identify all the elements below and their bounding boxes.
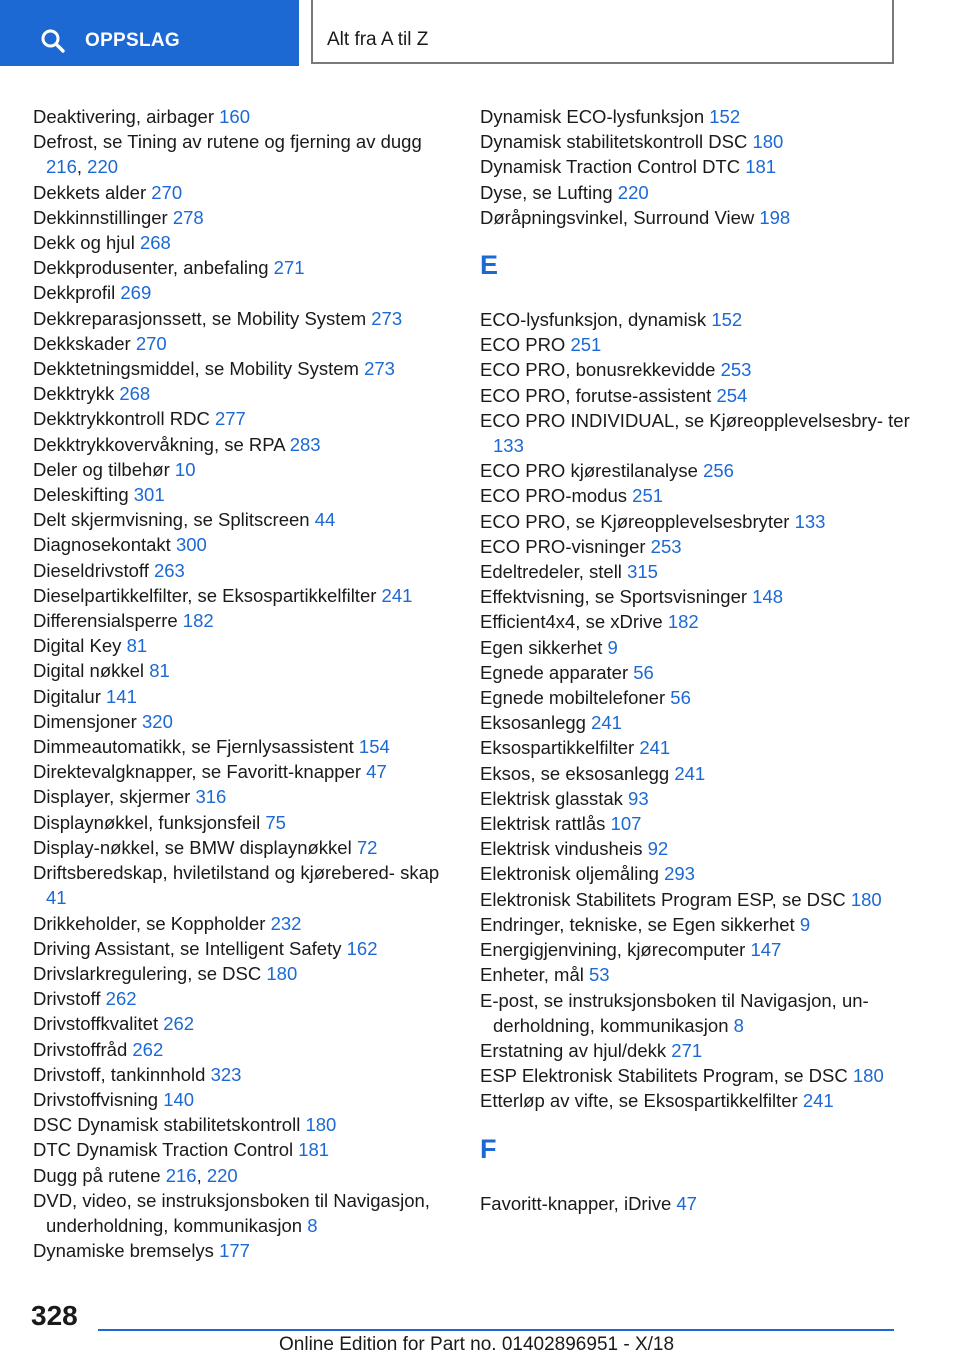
page-reference-link[interactable]: 251 [570,334,602,356]
index-entry [480,735,910,760]
entry-term: Dekktetningsmiddel, se Mobility System [33,358,365,380]
entry-term: Dekkskader [33,332,136,354]
entry-term: Egnede mobiltelefoner [480,687,671,709]
index-entry [33,1188,453,1238]
page-reference-link[interactable]: 81 [126,635,148,657]
page-reference-link[interactable]: 180 [850,888,882,910]
page-reference-link[interactable]: 10 [174,458,196,480]
index-entry [480,937,910,962]
entry-term: Defrost, se Tining av rutene og fjerning av dugg [33,131,422,153]
page-reference-link[interactable]: 216 [46,156,77,178]
index-entry [33,457,453,482]
index-entry [33,986,453,1011]
index-entry [33,558,453,583]
letter-heading-f: F [480,1133,497,1164]
entry-term: Deler og tilbehør [33,458,175,480]
page-reference-link[interactable]: 56 [670,687,691,709]
entry-term: DSC Dynamisk stabilitetskontroll [33,1114,306,1136]
entry-term: ECO PRO, forutse-assistent [480,384,717,406]
index-entry [33,633,453,658]
index-entry [33,104,453,129]
entry-term: Egnede apparater [480,661,634,683]
page-reference-link[interactable]: 273 [371,307,403,329]
page-reference-link[interactable]: 181 [745,156,777,178]
index-entry [480,1088,910,1113]
entry-term: Delt skjermvisning, se Splitscreen [33,509,315,531]
page-reference-link[interactable]: 72 [356,836,378,858]
index-entry [33,1011,453,1036]
index-entry [480,129,910,154]
entry-term: Differensialsperre [33,610,183,632]
index-entry [480,635,910,660]
page-reference-link[interactable]: 107 [610,813,642,835]
page-reference-link[interactable]: 133 [794,510,826,532]
index-entry [33,356,453,381]
entry-term: Efficient4x4, se xDrive [480,611,668,633]
page-reference-link[interactable]: 301 [133,484,165,506]
index-entry [480,660,910,685]
index-entry [480,962,910,987]
index-entry [480,685,910,710]
header-bar [0,0,960,66]
entry-term: Display-nøkkel, se BMW displaynøkkel [33,836,357,858]
page-reference-link[interactable]: 315 [627,561,658,583]
page-reference-link[interactable]: 278 [172,206,204,228]
page-reference-link[interactable]: 180 [852,1065,884,1087]
index-entry [33,532,453,557]
page-reference-link[interactable]: 44 [314,509,336,531]
index-entry [480,534,910,559]
entry-term: Driftsberedskap, hviletilstand og kjørebered‐ skap [33,862,440,884]
index-entry [480,307,910,332]
index-entry [480,408,910,458]
page-reference-link[interactable]: 220 [617,181,649,203]
entry-term: Displaynøkkel, funksjonsfeil [33,811,266,833]
index-entry [33,129,453,179]
entry-term: Dekktrykk [33,383,120,405]
page-reference-link[interactable]: 283 [289,433,321,455]
page-reference-link[interactable]: 162 [346,937,378,959]
page-reference-link[interactable]: 154 [358,736,390,758]
index-entry [33,709,453,734]
index-entry [480,836,910,861]
index-entry [33,306,453,331]
page-reference-link[interactable]: 180 [752,131,784,153]
index-entry [33,936,453,961]
page-reference-link[interactable]: 160 [219,106,250,127]
index-entry [480,458,910,483]
page-reference-link[interactable]: 253 [720,359,752,381]
index-entry [33,810,453,835]
page-reference-link[interactable]: 147 [750,939,782,961]
entry-term: Displayer, skjermer [33,786,196,808]
tab-label: OPPSLAG [85,30,181,51]
page-reference-link[interactable]: 41 [46,887,67,909]
entry-term: Dekkets alder [33,181,152,203]
entry-term: Enheter, mål [480,964,590,986]
page-reference-link[interactable]: 180 [266,962,298,984]
page-reference-link[interactable]: 232 [270,912,302,934]
entry-term: Deleskifting [33,484,134,506]
index-entry [33,1062,453,1087]
page-reference-link[interactable]: 216 [165,1164,197,1186]
index-column-left [33,104,453,1263]
page-reference-link[interactable]: 47 [366,761,387,783]
letter-heading-e: E [480,250,499,281]
index-entry [33,432,453,457]
section-title-box [311,0,894,64]
entry-term: ECO PRO-modus [480,485,633,507]
index-entry [480,1038,910,1063]
index-entry [33,1137,453,1162]
page-reference-link[interactable]: 177 [219,1240,250,1262]
entry-term: ECO-lysfunksjon, dynamisk [480,309,712,331]
page-reference-link[interactable]: 253 [650,535,682,557]
entry-term: Diagnosekontakt [33,534,176,556]
index-entry [480,988,910,1038]
page-reference-link[interactable]: 262 [105,988,137,1010]
page-reference-link[interactable]: 320 [142,710,173,732]
page-reference-link[interactable]: 92 [647,838,669,860]
index-entry [33,759,453,784]
index-entry [33,1037,453,1062]
page-reference-link[interactable]: 241 [381,584,413,606]
page-reference-link[interactable]: 254 [716,384,748,406]
page-reference-link[interactable]: 56 [633,661,654,683]
index-column-right [480,104,910,1216]
entry-term: ECO PRO, bonusrekkevidde [480,359,721,381]
index-entry [480,483,910,508]
entry-term: Erstatning av hjul/dekk [480,1039,672,1061]
page-reference-link[interactable]: 270 [151,181,183,203]
entry-term: Favoritt-knapper, iDrive [480,1192,677,1214]
index-entry [480,154,910,179]
index-entry [480,383,910,408]
entry-term: Digital nøkkel [33,660,150,682]
page-reference-link[interactable]: 152 [711,309,743,331]
index-entry [33,835,453,860]
page-reference-link[interactable]: 323 [210,1063,242,1085]
entry-list-left [33,104,453,1263]
entry-term: DVD, video, se instruksjonsboken til Navigasjon, underholdning, kommunikasjon [33,1189,430,1236]
entry-term: Drivstoff, tankinnhold [33,1063,211,1085]
page-reference-link[interactable]: 268 [139,232,171,254]
index-entry [33,280,453,305]
page-reference-link[interactable]: 271 [273,257,305,279]
page-reference-link[interactable]: 293 [664,863,695,885]
entry-term: Digitalur [33,685,106,707]
page-reference-link[interactable]: 133 [493,435,524,457]
entry-term: Elektronisk Stabilitets Program ESP, se DSC [480,888,851,910]
page-reference-link[interactable]: 268 [119,383,151,405]
edition-text: Online Edition for Part no. 01402896951 - X/18 [279,1334,675,1355]
page-reference-link[interactable]: 9 [607,636,618,658]
entry-term: Drikkeholder, se Koppholder [33,912,271,934]
page-reference-link[interactable]: 271 [671,1039,703,1061]
index-entry [33,230,453,255]
index-entry [33,784,453,809]
page-reference-link[interactable]: 182 [182,610,214,632]
index-entry [480,357,910,382]
entry-term: Elektrisk glasstak [480,787,629,809]
entry-term: Egen sikkerhet [480,636,608,658]
page-reference-link[interactable]: 269 [120,282,152,304]
page-reference-link[interactable]: 270 [135,332,167,354]
entry-term: Dekktrykkontroll RDC [33,408,215,430]
entry-term: Eksos, se eksosanlegg [480,762,675,784]
page-reference-link[interactable]: 181 [298,1139,330,1161]
index-entry [480,205,910,230]
index-entry [33,1112,453,1137]
index-entry [480,180,910,205]
entry-list-e [480,307,910,1114]
page-reference-link[interactable]: 220 [87,156,119,178]
index-entry [480,912,910,937]
index-entry [33,482,453,507]
index-entry [33,583,453,608]
page-number: 328 [31,1300,78,1331]
page-reference-link[interactable]: 220 [206,1164,238,1186]
index-entry [33,911,453,936]
entry-term: Dimensjoner [33,710,142,732]
entry-term: Elektrisk rattlås [480,813,611,835]
page-reference-link[interactable]: 75 [265,811,286,833]
entry-term: Døråpningsvinkel, Surround View [480,206,760,228]
page-reference-link[interactable]: 251 [632,485,664,507]
entry-term: Dieselpartikkelfilter, se Eksospartikkelfilter [33,584,382,606]
entry-term: Endringer, tekniske, se Egen sikkerhet [480,913,800,935]
page-reference-link[interactable]: 182 [667,611,699,633]
footer-divider [98,1329,894,1331]
entry-term: Dekkprofil [33,282,121,304]
page-reference-link[interactable]: 8 [733,1014,744,1036]
page-separator: , [196,1164,207,1186]
index-entry [480,609,910,634]
entry-term: Drivstoffråd [33,1038,133,1060]
index-entry [480,710,910,735]
page-reference-link[interactable]: 241 [674,762,706,784]
index-entry [33,331,453,356]
entry-term: Dimmeautomatikk, se Fjernlysassistent [33,736,359,758]
entry-term: Dieseldrivstoff [33,559,154,581]
index-entry [480,104,910,129]
entry-term: Digital Key [33,635,127,657]
index-entry [33,406,453,431]
index-entry [33,381,453,406]
index-entry [33,1087,453,1112]
entry-term: Edeltredeler, stell [480,561,628,583]
entry-term: DTC Dynamisk Traction Control [33,1139,299,1161]
entry-term: Dynamisk ECO-lysfunksjon [480,106,710,127]
entry-term: Elektrisk vindusheis [480,838,648,860]
entry-term: ECO PRO [480,334,571,356]
page-reference-link[interactable]: 198 [759,206,791,228]
page-reference-link[interactable]: 262 [132,1038,164,1060]
entry-term: ECO PRO kjørestilanalyse [480,460,704,482]
entry-term: Deaktivering, airbager [33,106,220,127]
page-reference-link[interactable]: 241 [639,737,671,759]
page-reference-link[interactable]: 277 [214,408,246,430]
index-entry [33,658,453,683]
entry-term: Dekkinnstillinger [33,206,173,228]
page-reference-link[interactable]: 8 [307,1214,318,1236]
page-reference-link[interactable]: 180 [305,1114,337,1136]
index-entry [480,1191,910,1216]
page-reference-link[interactable]: 141 [106,685,137,707]
entry-list-f [480,1191,910,1216]
page-reference-link[interactable]: 256 [703,460,734,482]
entry-term: Eksospartikkelfilter [480,737,640,759]
index-entry [33,961,453,986]
index-entry [480,786,910,811]
index-entry [33,608,453,633]
index-entry [480,861,910,886]
entry-term: Effektvisning, se Sportsvisninger [480,586,753,608]
index-entry [33,507,453,532]
index-entry [480,509,910,534]
entry-term: Dekkprodusenter, anbefaling [33,257,274,279]
entry-term: Drivstoffvisning [33,1088,164,1110]
entry-term: Dynamiske bremselys [33,1240,220,1262]
page-reference-link[interactable]: 140 [163,1088,195,1110]
page-reference-link[interactable]: 81 [149,660,170,682]
page-reference-link[interactable]: 316 [195,786,227,808]
index-entry [33,860,453,910]
index-entry [33,734,453,759]
entry-term: Elektronisk oljemåling [480,863,665,885]
entry-term: Dynamisk stabilitetskontroll DSC [480,131,753,153]
entry-term: Dekk og hjul [33,232,140,254]
entry-term: Etterløp av vifte, se Eksospartikkelfilter [480,1090,803,1112]
index-entry [33,684,453,709]
entry-term: Dekktrykkovervåkning, se RPA [33,433,290,455]
entry-term: Dugg på rutene [33,1164,166,1186]
entry-term: E-post, se instruksjonsboken til Navigasjon, un‐ derholdning, kommunikasjon [480,989,869,1036]
page-reference-link[interactable]: 148 [752,586,784,608]
index-entry [480,559,910,584]
entry-term: Dekkreparasjonssett, se Mobility System [33,307,372,329]
index-entry [33,205,453,230]
page-reference-link[interactable]: 93 [628,787,649,809]
index-entry [33,1238,453,1263]
entry-list-d-continued [480,104,910,230]
page-reference-link[interactable]: 263 [153,559,185,581]
entry-term: ECO PRO INDIVIDUAL, se Kjøreopplevelsesbry‐ ter [480,409,910,431]
index-entry [33,255,453,280]
entry-term: Energigjenvining, kjørecomputer [480,939,751,961]
entry-term: Dyse, se Lufting [480,181,618,203]
entry-term: Drivstoffkvalitet [33,1013,164,1035]
page-reference-link[interactable]: 241 [802,1090,834,1112]
page-reference-link[interactable]: 152 [709,106,741,127]
entry-term: ECO PRO, se Kjøreopplevelsesbryter [480,510,795,532]
index-entry [480,811,910,836]
index-entry [480,584,910,609]
page-reference-link[interactable]: 262 [163,1013,195,1035]
page-reference-link[interactable]: 53 [589,964,610,986]
index-entry [33,1163,453,1188]
entry-term: Drivstoff [33,988,106,1010]
index-entry [480,887,910,912]
entry-term: ESP Elektronisk Stabilitets Program, se DSC [480,1065,853,1087]
page-reference-link[interactable]: 9 [799,913,811,935]
page-reference-link[interactable]: 241 [591,712,622,734]
page-separator: , [76,156,88,178]
entry-term: Eksosanlegg [480,712,592,734]
index-entry [480,761,910,786]
page-reference-link[interactable]: 300 [175,534,207,556]
search-icon [40,28,66,54]
entry-term: Direktevalgknapper, se Favoritt-knapper [33,761,367,783]
index-entry [480,332,910,357]
entry-term: Driving Assistant, se Intelligent Safety [33,937,347,959]
tab-oppslag[interactable] [0,0,299,66]
index-entry [480,1063,910,1088]
page-reference-link[interactable]: 47 [676,1192,697,1214]
entry-term: Dynamisk Traction Control DTC [480,156,746,178]
section-title: Alt fra A til Z [327,29,429,50]
page-reference-link[interactable]: 273 [364,358,395,380]
entry-term: Drivslarkregulering, se DSC [33,962,267,984]
entry-term: ECO PRO-visninger [480,535,651,557]
index-entry [33,180,453,205]
